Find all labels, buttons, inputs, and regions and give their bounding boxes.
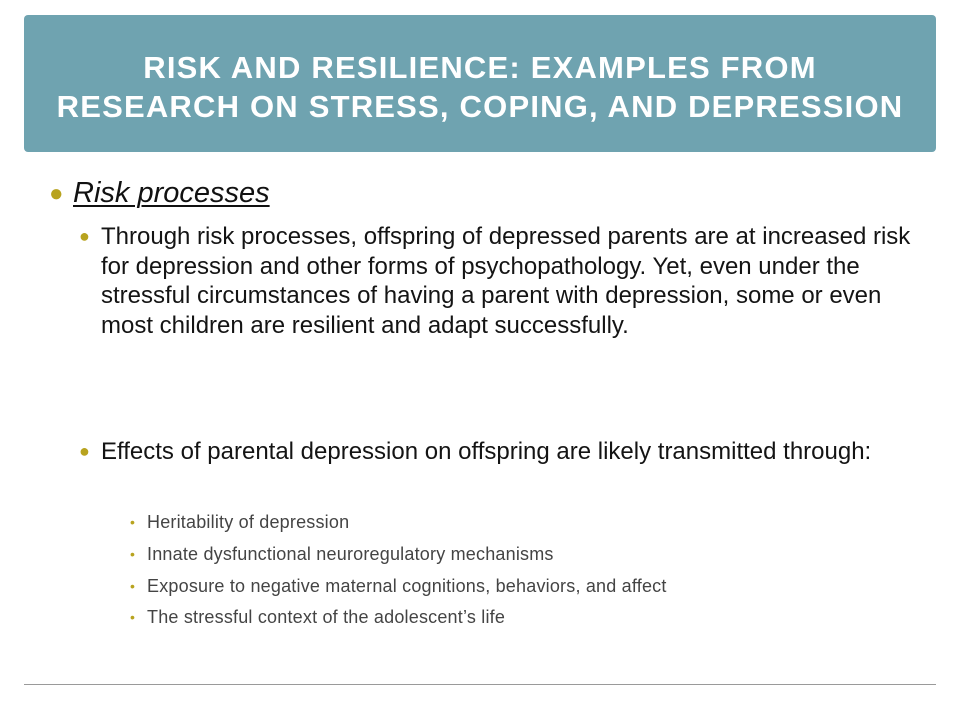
section-heading: Risk processes bbox=[73, 177, 270, 209]
bullet-point: Through risk processes, offspring of depressed parents are at increased risk for depression and other forms of psychopathology. Yet, even under the stressful circumstances of having a parent with depression, some or even most children are resilient and adapt successfully. bbox=[101, 223, 911, 339]
bullet-dot-icon: • bbox=[130, 578, 135, 594]
footer-divider bbox=[24, 684, 936, 685]
bullet-dot-icon: • bbox=[130, 609, 135, 625]
bullet-dot-icon: ● bbox=[79, 226, 90, 246]
bullet-dot-icon: • bbox=[130, 514, 135, 530]
bullet-dot-icon: ● bbox=[79, 441, 90, 461]
bullet-dot-icon: ● bbox=[49, 180, 64, 207]
sub-bullet-point: Innate dysfunctional neuroregulatory mechanisms bbox=[147, 544, 554, 564]
bullet-dot-icon: • bbox=[130, 546, 135, 562]
sub-bullet-point: Exposure to negative maternal cognitions, behaviors, and affect bbox=[147, 576, 667, 596]
sub-bullet-point: Heritability of depression bbox=[147, 512, 350, 532]
slide-title: RISK AND RESILIENCE: EXAMPLES FROM RESEARCH ON STRESS, COPING, AND DEPRESSION bbox=[56, 49, 904, 124]
bullet-point: Effects of parental depression on offspring are likely transmitted through: bbox=[101, 438, 872, 465]
sub-bullet-point: The stressful context of the adolescent’s life bbox=[147, 607, 506, 627]
